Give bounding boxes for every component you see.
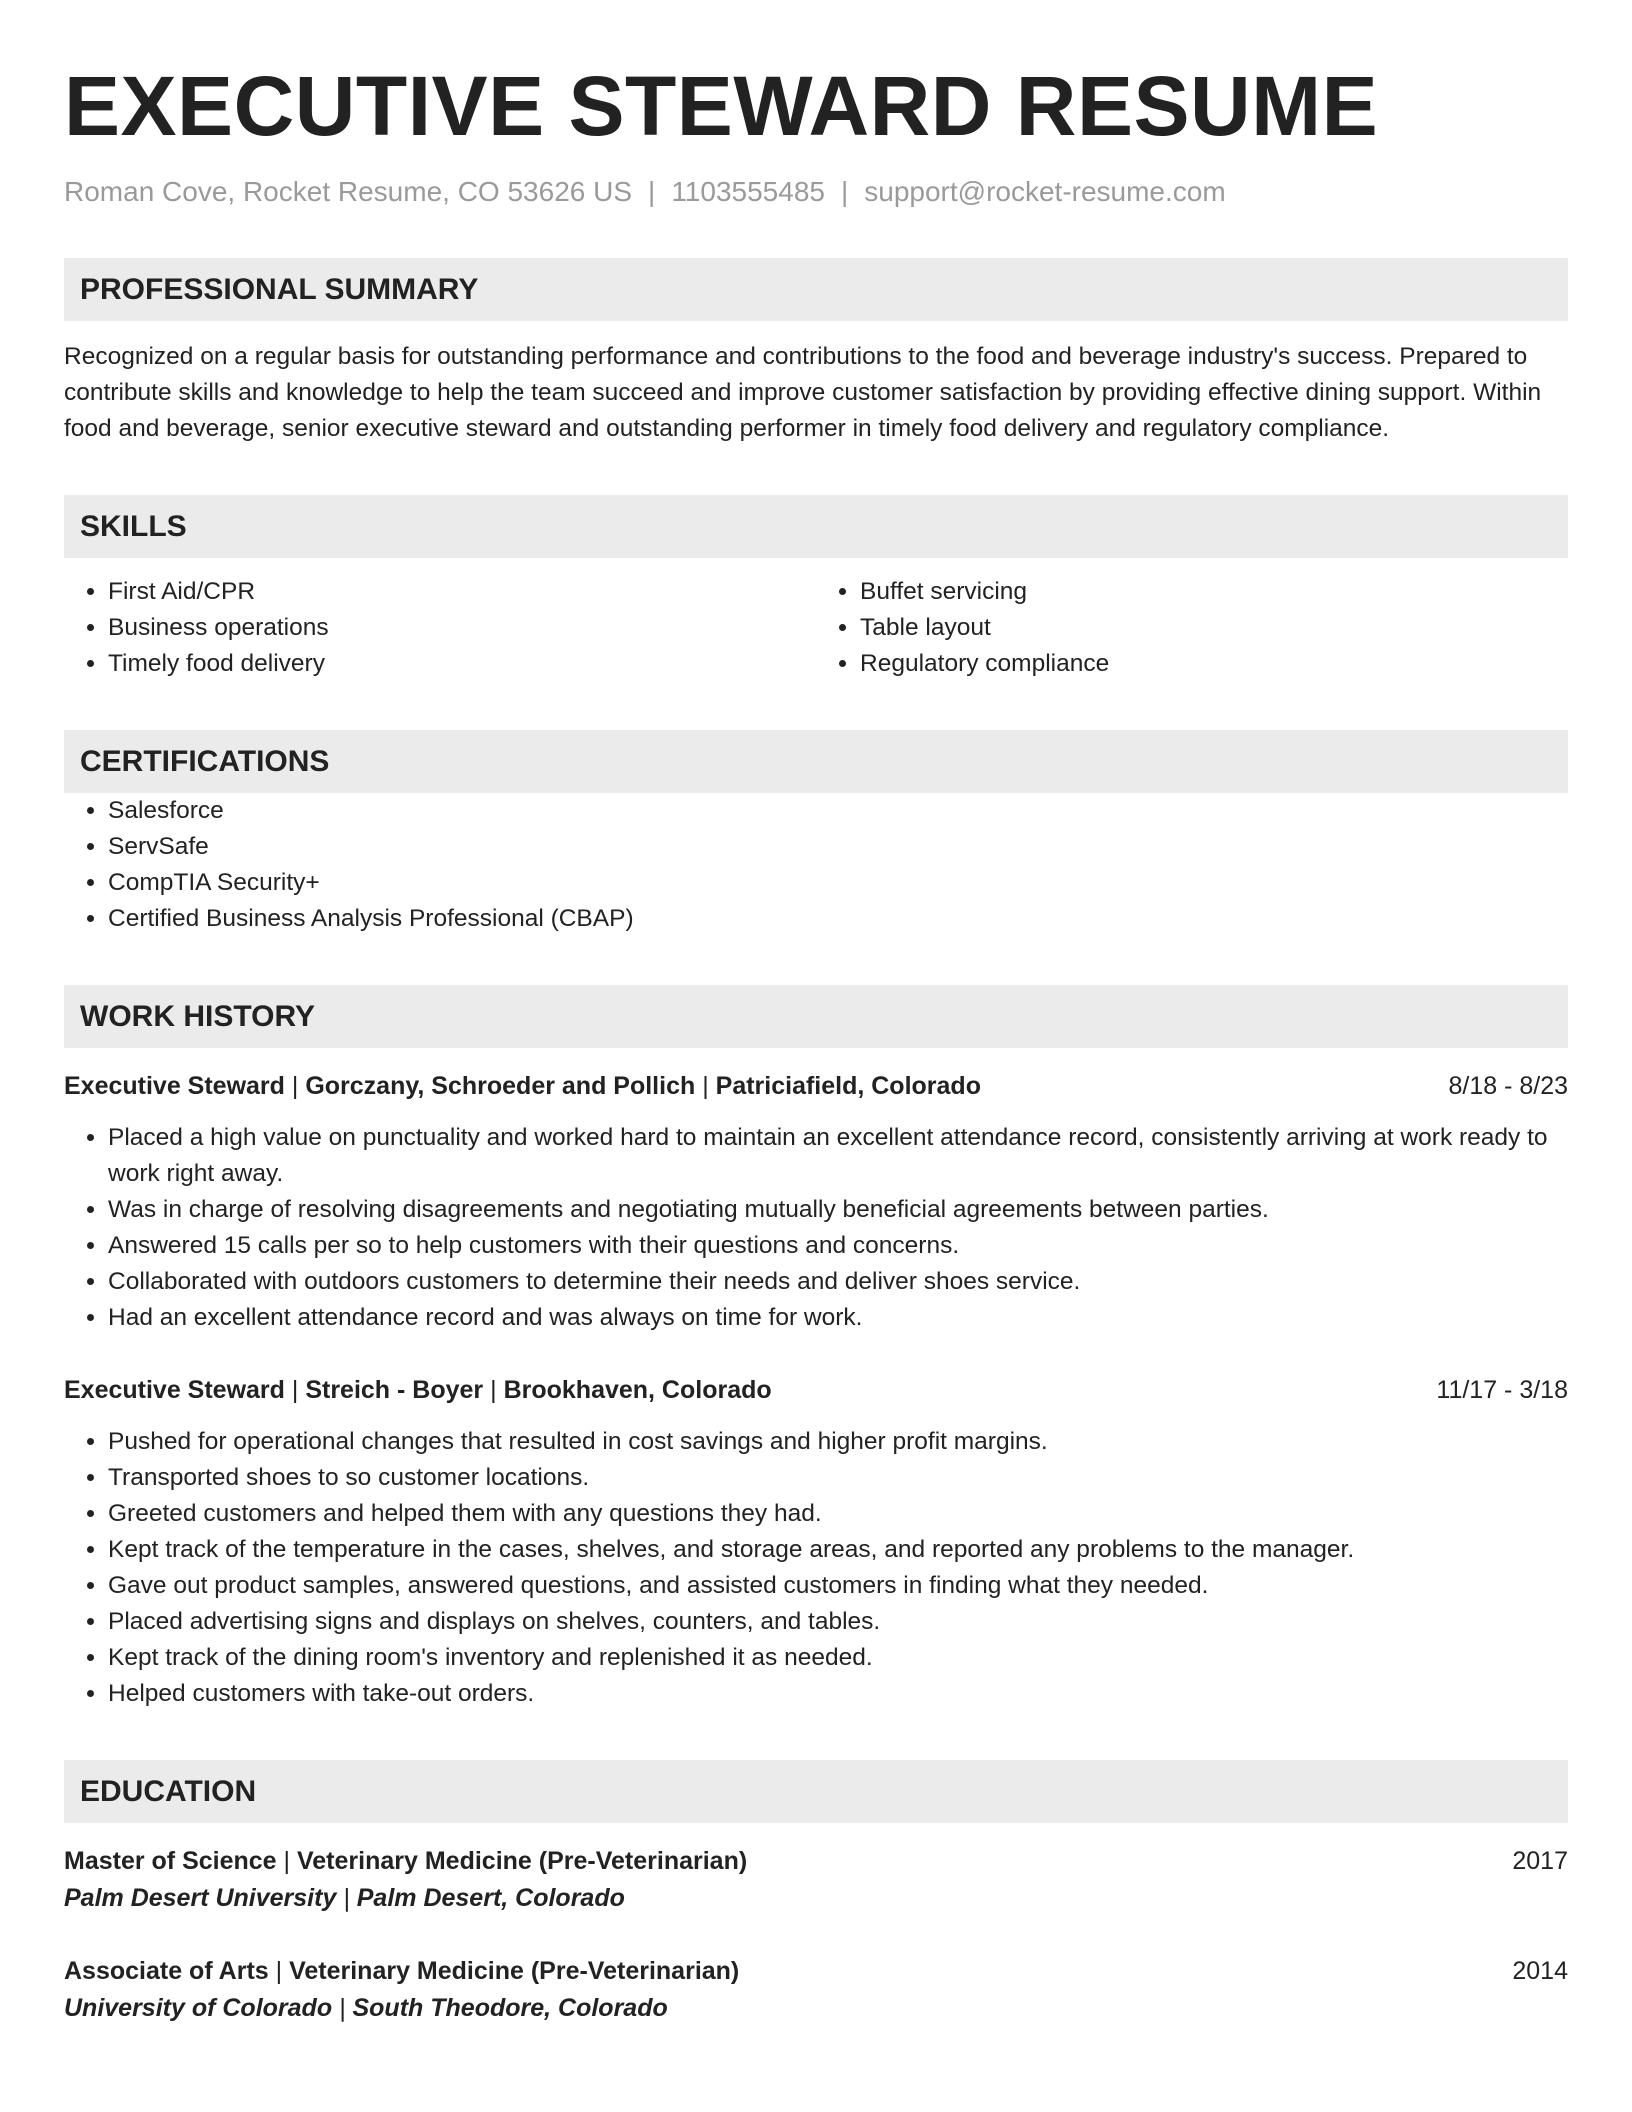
education-location: South Theodore, Colorado xyxy=(352,1994,668,2022)
contact-phone: 1103555485 xyxy=(671,176,825,207)
skills-column-left xyxy=(64,574,816,682)
work-history-heading: WORK HISTORY xyxy=(64,985,1568,1048)
job-bullet: • Pushed for operational changes that resulted in cost savings and higher profit margins. xyxy=(108,1424,1568,1460)
education-school-line: University of Colorado | South Theodore, Colorado xyxy=(64,1994,668,2022)
job-title: Executive Steward xyxy=(64,1072,285,1100)
education-field: Veterinary Medicine (Pre-Veterinarian) xyxy=(296,1847,748,1875)
certification-item: • Certified Business Analysis Professional (CBAP) xyxy=(108,901,1568,937)
education-degree-line: Associate of Arts | Veterinary Medicine (Pre-Veterinarian) xyxy=(64,1957,740,1985)
job-bullet: • Kept track of the temperature in the cases, shelves, and storage areas, and reported any problems to the manager. xyxy=(108,1532,1568,1568)
skill-item: • Table layout xyxy=(860,610,1568,646)
job-bullet: • Helped customers with take-out orders. xyxy=(108,1676,1568,1712)
skill-item: • Regulatory compliance xyxy=(860,646,1568,682)
job-header xyxy=(64,1372,1568,1408)
job-location: Brookhaven, Colorado xyxy=(503,1376,772,1404)
education-field: Veterinary Medicine (Pre-Veterinarian) xyxy=(289,1957,740,1985)
summary-text: Recognized on a regular basis for outstanding performance and contributions to the food and beverage industry's success. Prepared to contribute skills and knowledge to help the team succeed and improve customer satisfaction by providing effective dining support. Within food and beverage, senior executive steward and outstanding performer in timely food delivery and regulatory compliance. xyxy=(64,343,1542,442)
job-bullet: • Kept track of the dining room's inventory and replenished it as needed. xyxy=(108,1640,1568,1676)
job-bullet: • Gave out product samples, answered questions, and assisted customers in finding what they needed. xyxy=(108,1568,1568,1604)
education-location: Palm Desert, Colorado xyxy=(356,1884,625,1912)
job-bullets xyxy=(64,1120,1568,1336)
job-bullet: • Answered 15 calls per so to help customers with their questions and concerns. xyxy=(108,1228,1568,1264)
education-school: Palm Desert University xyxy=(64,1884,337,1912)
contact-line xyxy=(64,174,1568,210)
contact-email: support@rocket-resume.com xyxy=(864,176,1226,207)
job-bullet: • Placed a high value on punctuality and worked hard to maintain an excellent attendance record, consistently arriving at work ready to work right away. xyxy=(108,1120,1568,1192)
skill-item: • Timely food delivery xyxy=(108,646,816,682)
education-degree: Associate of Arts xyxy=(64,1957,269,1985)
contact-separator: | xyxy=(648,176,656,207)
education-header xyxy=(64,1843,1568,1879)
job-location: Patriciafield, Colorado xyxy=(715,1072,981,1100)
job-dates: 11/17 - 3/18 xyxy=(1436,1376,1568,1404)
skill-item: • Business operations xyxy=(108,610,816,646)
job-title-line: Executive Steward | Gorczany, Schroeder and Pollich | Patriciafield, Colorado xyxy=(64,1072,981,1100)
contact-address: Roman Cove, Rocket Resume, CO 53626 US xyxy=(64,176,633,207)
job-bullet: • Placed advertising signs and displays on shelves, counters, and tables. xyxy=(108,1604,1568,1640)
education-school-line: Palm Desert University | Palm Desert, Colorado xyxy=(64,1884,625,1912)
job-bullet: • Had an excellent attendance record and was always on time for work. xyxy=(108,1300,1568,1336)
job-bullets xyxy=(64,1424,1568,1712)
job-header xyxy=(64,1068,1568,1104)
job-dates: 8/18 - 8/23 xyxy=(1448,1072,1568,1100)
skill-item: • Buffet servicing xyxy=(860,574,1568,610)
job-bullet: • Was in charge of resolving disagreements and negotiating mutually beneficial agreements between parties. xyxy=(108,1192,1568,1228)
job-title-line: Executive Steward | Streich - Boyer | Brookhaven, Colorado xyxy=(64,1376,772,1404)
education-school: University of Colorado xyxy=(64,1994,333,2022)
education-year: 2017 xyxy=(1512,1847,1568,1875)
education-degree: Master of Science xyxy=(64,1847,277,1875)
education-year: 2014 xyxy=(1512,1957,1568,1985)
summary-heading: PROFESSIONAL SUMMARY xyxy=(64,258,1568,321)
education-header xyxy=(64,1953,1568,1989)
contact-separator: | xyxy=(840,176,849,207)
job-entry xyxy=(64,1372,1568,1712)
job-bullet: • Collaborated with outdoors customers to determine their needs and deliver shoes service. xyxy=(108,1264,1568,1300)
skill-item: • First Aid/CPR xyxy=(108,574,816,610)
resume-title: EXECUTIVE STEWARD RESUME xyxy=(64,59,1379,153)
job-bullet: • Greeted customers and helped them with any questions they had. xyxy=(108,1496,1568,1532)
job-company: Gorczany, Schroeder and Pollich xyxy=(305,1072,696,1100)
education-entry xyxy=(64,1953,1568,2027)
education-heading: EDUCATION xyxy=(64,1760,1568,1823)
certification-item: • ServSafe xyxy=(108,829,1568,865)
skills-grid xyxy=(64,574,1568,682)
certification-item: • Salesforce xyxy=(108,793,1568,829)
certification-item: • CompTIA Security+ xyxy=(108,865,1568,901)
job-bullet: • Transported shoes to so customer locations. xyxy=(108,1460,1568,1496)
certifications-list xyxy=(64,793,1568,937)
education-degree-line: Master of Science | Veterinary Medicine (Pre-Veterinarian) xyxy=(64,1847,748,1875)
job-company: Streich - Boyer xyxy=(305,1376,484,1404)
job-entry xyxy=(64,1068,1568,1336)
education-entry xyxy=(64,1843,1568,1917)
job-title: Executive Steward xyxy=(64,1376,285,1404)
certifications-heading: CERTIFICATIONS xyxy=(64,730,1568,793)
skills-heading: SKILLS xyxy=(64,495,1568,558)
skills-column-right xyxy=(816,574,1568,682)
